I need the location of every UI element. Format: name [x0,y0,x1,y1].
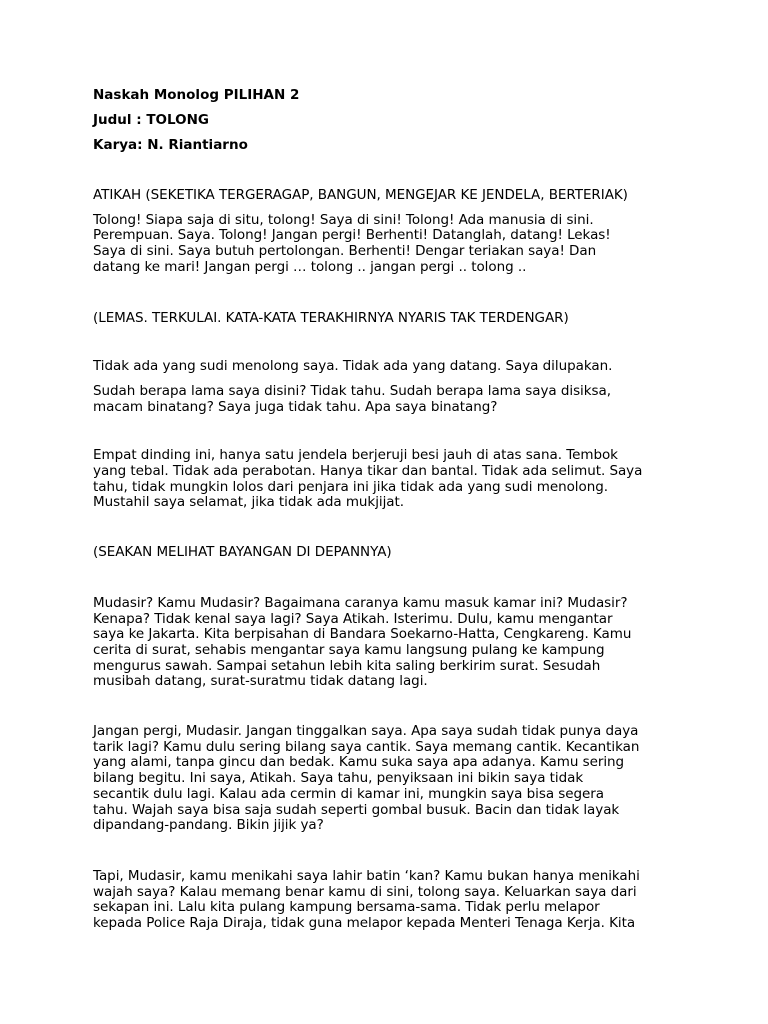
paragraph-line: kepada Police Raja Diraja, tidak guna melapor kepada Menteri Tenaga Kerja. Kita [93,915,636,932]
paragraph-line: Sudah berapa lama saya disini? Tidak tahu. Sudah berapa lama saya disiksa, [93,382,611,399]
paragraph-line: tahu. Wajah saya bisa saja sudah seperti gombal busuk. Bacin dan tidak layak [93,801,620,818]
paragraph-line: yang tebal. Tidak ada perabotan. Hanya tikar dan bantal. Tidak ada selimut. Saya [93,463,643,480]
document-heading-line-1: Naskah Monolog PILIHAN 2 [93,87,300,103]
paragraph [93,213,683,276]
paragraph [93,596,683,690]
paragraph-line: saya ke Jakarta. Kita berpisahan di Bandara Soekarno-Hatta, Cengkareng. Kamu [93,626,632,643]
paragraph-line: cerita di surat, sehabis mengantar saya kamu langsung pulang ke kampung [93,641,605,658]
document-body [93,188,683,932]
document-heading-line-2: Judul : TOLONG [93,112,209,128]
paragraph-line: Jangan pergi, Mudasir. Jangan tinggalkan saya. Apa saya sudah tidak punya daya [93,723,639,740]
paragraph-line: Mustahil saya selamat, jika tidak ada mukjijat. [93,494,405,511]
paragraph-line: dipandang-pandang. Bikin jijik ya? [93,817,324,834]
paragraph-line: sekapan ini. Lalu kita pulang kampung bersama-sama. Tidak perlu melapor [93,899,600,916]
paragraph-line: Tolong! Siapa saja di situ, tolong! Saya di sini! Tolong! Ada manusia di sini. [93,211,594,228]
paragraph-line: wajah saya? Kalau memang benar kamu di sini, tolong saya. Keluarkan saya dari [93,883,637,900]
paragraph-line: bilang begitu. Ini saya, Atikah. Saya tahu, penyiksaan ini bikin saya tidak [93,770,584,787]
paragraph-line: Saya di sini. Saya butuh pertolongan. Berhenti! Dengar teriakan saya! Dan [93,243,597,260]
paragraph-line: Kenapa? Tidak kenal saya lagi? Saya Atikah. Isterimu. Dulu, kamu mengantar [93,610,613,627]
paragraph [93,384,683,415]
paragraph-line: macam binatang? Saya juga tidak tahu. Apa saya binatang? [93,398,498,415]
paragraph [93,869,683,932]
paragraph [93,724,683,834]
paragraph-line: musibah datang, surat-suratmu tidak datang lagi. [93,673,428,690]
paragraph-line: secantik dulu lagi. Kalau ada cermin di kamar ini, mungkin saya bisa segera [93,785,605,802]
paragraph-line: mengurus sawah. Sampai setahun lebih kita saling berkirim surat. Sesudah [93,657,601,674]
document-heading-line-3: Karya: N. Riantiarno [93,137,248,153]
paragraph-line: tahu, tidak mungkin lolos dari penjara ini jika tidak ada yang sudi menolong. [93,478,608,495]
paragraph [93,311,683,327]
paragraph-line: Tapi, Mudasir, kamu menikahi saya lahir batin ‘kan? Kamu bukan hanya menikahi [93,867,640,884]
paragraph-line: datang ke mari! Jangan pergi … tolong .. jangan pergi .. tolong .. [93,258,527,275]
paragraph-line: tarik lagi? Kamu dulu sering bilang saya cantik. Saya memang cantik. Kecantikan [93,738,640,755]
paragraph [93,448,683,511]
paragraph-line: (LEMAS. TERKULAI. KATA-KATA TERAKHIRNYA NYARIS TAK TERDENGAR) [93,309,569,326]
paragraph-line: yang alami, tanpa gincu dan bedak. Kamu suka saya apa adanya. Kamu sering [93,754,625,771]
paragraph-line: Perempuan. Saya. Tolong! Jangan pergi! Berhenti! Datanglah, datang! Lekas! [93,227,611,244]
paragraph [93,545,683,561]
paragraph [93,188,683,204]
paragraph-line: Mudasir? Kamu Mudasir? Bagaimana caranya kamu masuk kamar ini? Mudasir? [93,594,628,611]
paragraph-line: ATIKAH (SEKETIKA TERGERAGAP, BANGUN, MENGEJAR KE JENDELA, BERTERIAK) [93,187,628,203]
paragraph-line: Empat dinding ini, hanya satu jendela berjeruji besi jauh di atas sana. Tembok [93,447,618,464]
document-page [93,86,683,932]
paragraph-line: Tidak ada yang sudi menolong saya. Tidak ada yang datang. Saya dilupakan. [93,358,613,375]
paragraph-line: (SEAKAN MELIHAT BAYANGAN DI DEPANNYA) [93,544,392,561]
paragraph [93,359,683,375]
